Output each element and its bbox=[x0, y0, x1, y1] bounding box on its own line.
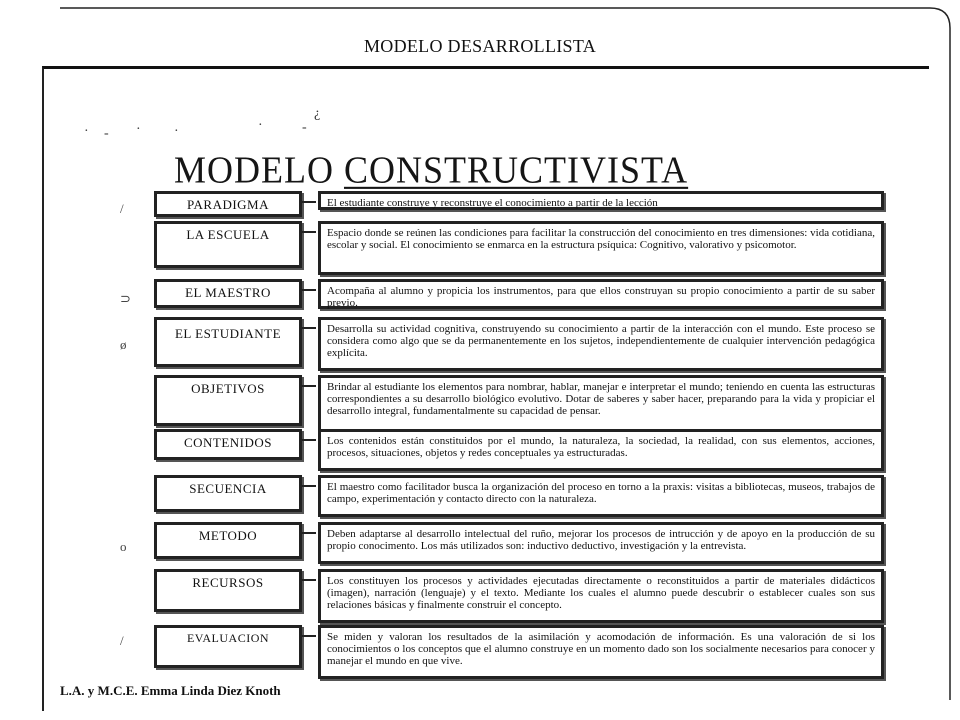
scan-speck: - bbox=[104, 126, 109, 141]
connector-line bbox=[302, 532, 316, 534]
scan-speck: · bbox=[136, 122, 141, 137]
connector-line bbox=[302, 635, 316, 637]
document-heading bbox=[174, 148, 688, 192]
scan-speck: · bbox=[258, 118, 263, 133]
row-description: Acompaña al alumno y propicia los instrumentos, para que ellos construyan su propio conocimiento a partir de su saber previo. bbox=[318, 279, 884, 309]
scanned-document bbox=[42, 66, 929, 711]
scan-speck: · bbox=[84, 124, 89, 139]
row-label: CONTENIDOS bbox=[154, 429, 302, 460]
row-description: Desarrolla su actividad cognitiva, construyendo su conocimiento a partir de la interacción con el mundo. Este proceso se considera como algo que se da permanentemente en los sujetos, independientemente de cualquier intervención pedagógica explícita. bbox=[318, 317, 884, 371]
document-heading-part1: MODELO bbox=[174, 149, 344, 191]
connector-line bbox=[302, 579, 316, 581]
row-label: LA ESCUELA bbox=[154, 221, 302, 268]
row-label: OBJETIVOS bbox=[154, 375, 302, 426]
document-heading-part2: CONSTRUCTIVISTA bbox=[343, 149, 689, 191]
margin-mark: / bbox=[120, 633, 124, 648]
row-label: SECUENCIA bbox=[154, 475, 302, 512]
row-description: El estudiante construye y reconstruye el conocimiento a partir de la lección bbox=[318, 191, 884, 210]
row-label: EVALUACION bbox=[154, 625, 302, 668]
row-label: METODO bbox=[154, 522, 302, 559]
margin-mark: / bbox=[120, 201, 124, 216]
row-label: EL MAESTRO bbox=[154, 279, 302, 308]
connector-line bbox=[302, 327, 316, 329]
connector-line bbox=[302, 231, 316, 233]
row-description: Los contenidos están constituidos por el mundo, la naturaleza, la sociedad, la realidad, con sus elementos, acciones, procesos, situaciones, objetos y redes conceptuales ya estructuradas. bbox=[318, 429, 884, 471]
connector-line bbox=[302, 289, 316, 291]
scan-speck: ¿ bbox=[314, 106, 321, 121]
connector-line bbox=[302, 485, 316, 487]
author-footer: L.A. y M.C.E. Emma Linda Diez Knoth bbox=[60, 683, 281, 698]
slide-title: MODELO DESARROLLISTA bbox=[363, 36, 597, 56]
row-description: Deben adaptarse al desarrollo intelectual del ruño, mejorar los procesos de intrucción y de apoyo en la producción de su propio conocimento. Los más utilizados son: inductivo deductivo, investigación y la entrevista. bbox=[318, 522, 884, 564]
row-label: PARADIGMA bbox=[154, 191, 302, 217]
margin-mark: ⊃ bbox=[120, 291, 131, 306]
scan-speck: - bbox=[302, 120, 307, 135]
row-label: EL ESTUDIANTE bbox=[154, 317, 302, 367]
connector-line bbox=[302, 201, 316, 203]
row-description: Brindar al estudiante los elementos para nombrar, hablar, manejar e interpretar el mundo; teniendo en cuenta las estructuras correspondientes a su desarrollo biológico evolutivo. Dotar de saberes y saber hacer, preparando para la vida y propiciar el desarrollo integral, fundamentalmente su capacidad de pensar. bbox=[318, 375, 884, 439]
row-description: Espacio donde se reúnen las condiciones para facilitar la construcción del conocimiento en tres dimensiones: vida cotidiana, escolar y social. El conocimiento se enmarca en la estructura psíquica: Cognitivo, valorativo y psicomotor. bbox=[318, 221, 884, 275]
row-description: Se miden y valoran los resultados de la asimilación y acomodación de información. Es una valoración de si los conocimientos o los conceptos que el alumno construye en un momento dado son los socialmente necesarios para conocer y manejar el mundo en que vive. bbox=[318, 625, 884, 679]
row-label: RECURSOS bbox=[154, 569, 302, 612]
row-description: Los constituyen los procesos y actividades ejecutadas directamente o reconstituidos a partir de materiales didácticos (imagen), narración (lenguaje) y el texto. Mediante los cuales el alumno puede descubrir o establecer cuales son sus relaciones básicas y finalmente construir el concepto. bbox=[318, 569, 884, 623]
margin-mark: ø bbox=[120, 337, 127, 352]
connector-line bbox=[302, 439, 316, 441]
scan-speck: · bbox=[174, 124, 179, 139]
connector-line bbox=[302, 385, 316, 387]
margin-mark: o bbox=[120, 539, 127, 554]
row-description: El maestro como facilitador busca la organización del proceso en torno a la praxis: visitas a bibliotecas, museos, trabajos de campo, experimentación y contacto directo con la naturaleza. bbox=[318, 475, 884, 517]
